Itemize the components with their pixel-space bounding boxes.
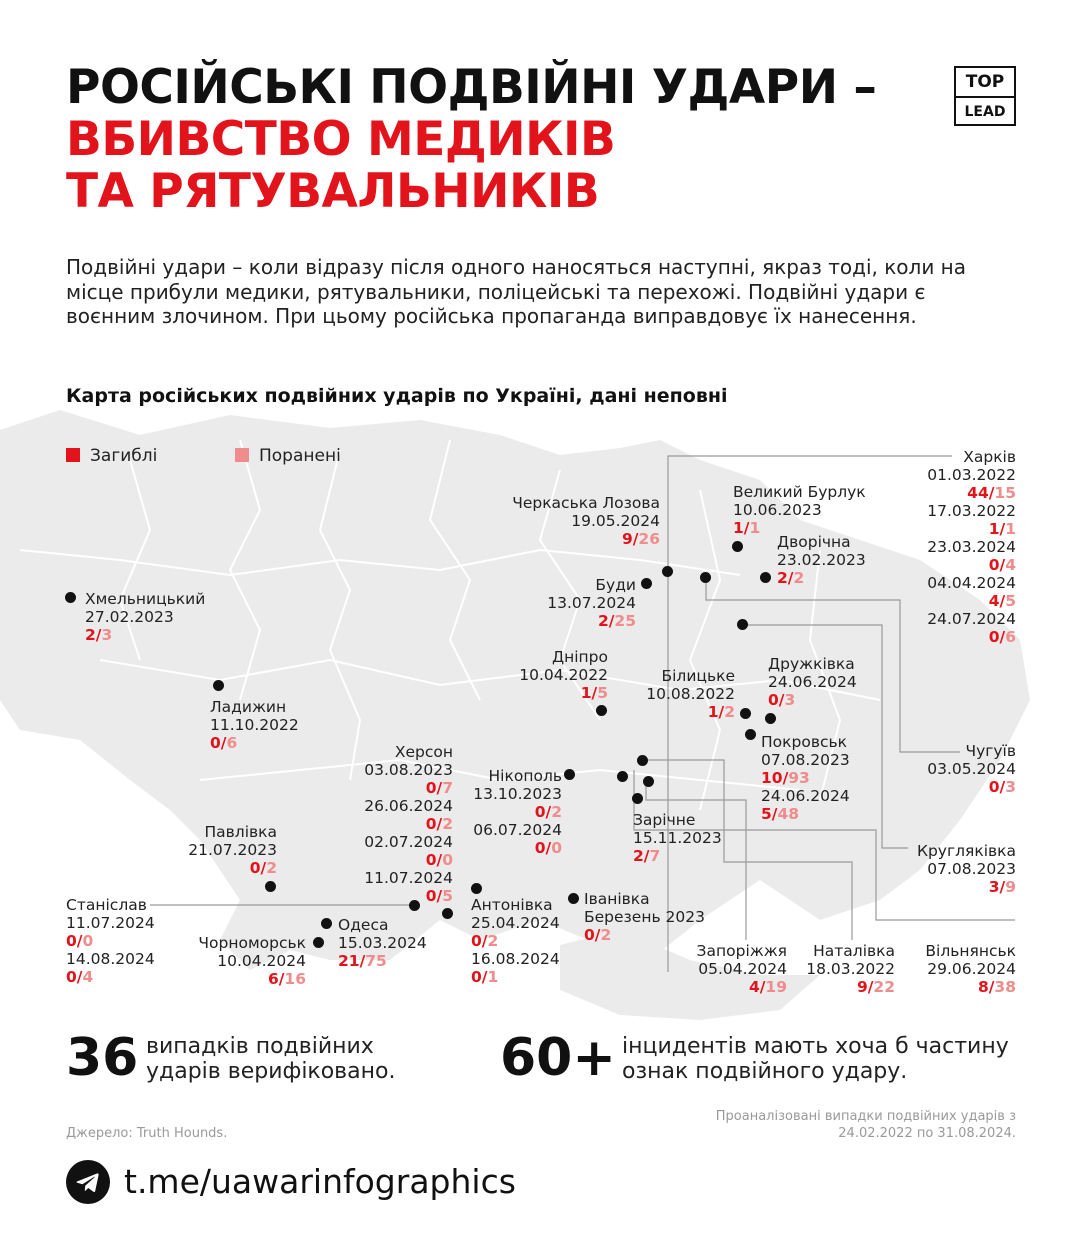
label-pokrovsk: Покровськ 07.08.2023 10/93 24.06.2024 5/48 xyxy=(761,733,850,823)
title-line-2: ВБИВСТВО МЕДИКІВ xyxy=(66,112,616,167)
intro-paragraph: Подвійні удари – коли відразу після одного наносяться наступні, якраз тоді, коли на місце прибули медики, рятувальники, поліцейські та перехожі. Подвійні удари є воєнним злочином. При цьому російська пропаганда виправдовує їх нанесення. xyxy=(66,255,967,328)
dot-zaporizhzhia xyxy=(617,771,628,782)
dot-antonivka xyxy=(471,883,482,894)
label-natalivka: Наталівка 18.03.2022 9/22 xyxy=(806,942,895,996)
label-kruhliakivka: Кругляківка 07.08.2023 3/9 xyxy=(916,842,1016,896)
label-zaporizhzhia: Запоріжжя 05.04.2024 4/19 xyxy=(696,942,787,996)
legend-killed: Загиблі xyxy=(66,446,157,466)
legend-wounded: Поранені xyxy=(235,446,341,466)
dot-bilytske xyxy=(740,708,751,719)
title-line-1: РОСІЙСЬКІ ПОДВІЙНІ УДАРИ – xyxy=(66,60,877,115)
dot-pavlivka xyxy=(265,881,276,892)
label-budy: Буди 13.07.2024 2/25 xyxy=(547,576,636,630)
dot-khmelnytskyi xyxy=(65,592,76,603)
label-velykyi-burluk: Великий Бурлук 10.06.2023 1/1 xyxy=(733,483,866,537)
dot-pokrovsk xyxy=(745,729,756,740)
label-vilniansk: Вільнянськ 29.06.2024 8/38 xyxy=(925,942,1016,996)
dot-dvorichna xyxy=(760,572,771,583)
dot-ivanivka xyxy=(568,893,579,904)
map-title: Карта російських подвійних ударів по Україні, дані неповні xyxy=(66,385,728,407)
wounded-swatch xyxy=(235,448,249,462)
label-chornomorsk: Чорноморськ 10.04.2024 6/16 xyxy=(198,934,306,988)
telegram-icon[interactable] xyxy=(66,1160,110,1204)
telegram-link[interactable]: t.me/uawarinfographics xyxy=(124,1162,516,1201)
dot-kherson xyxy=(442,908,453,919)
dot-dnipro xyxy=(596,705,607,716)
dot-burluk xyxy=(732,541,743,552)
dot-vilniansk xyxy=(643,776,654,787)
title-line-3: ТА РЯТУВАЛЬНИКІВ xyxy=(66,164,600,219)
label-stanislav: Станіслав 11.07.2024 0/0 14.08.2024 0/4 xyxy=(66,896,155,986)
dot-ladyzhyn xyxy=(213,680,224,691)
dot-cherkaska xyxy=(662,566,673,577)
period-note: Проаналізовані випадки подвійних ударів з 24.02.2022 по 31.08.2024. xyxy=(715,1109,1016,1141)
page-title xyxy=(66,62,946,218)
dot-zarichne xyxy=(632,793,643,804)
label-bilytske: Білицьке 10.08.2022 1/2 xyxy=(646,667,735,721)
label-nikopol: Нікополь 13.10.2023 0/2 06.07.2024 0/0 xyxy=(473,767,562,857)
label-antonivka: Антонівка 25.04.2024 0/2 16.08.2024 0/1 xyxy=(471,896,560,986)
killed-swatch xyxy=(66,448,80,462)
dot-kruhliakivka xyxy=(737,619,748,630)
verified-text: випадків подвійних ударів верифіковано. xyxy=(146,1034,396,1084)
label-dnipro: Дніпро 10.04.2022 1/5 xyxy=(519,648,608,702)
dot-chornomorsk xyxy=(313,937,324,948)
label-odesa: Одеса 15.03.2024 21/75 xyxy=(338,916,427,970)
label-pavlivka: Павлівка 21.07.2023 0/2 xyxy=(188,823,277,877)
incidents-count: 60+ xyxy=(500,1028,616,1088)
label-khmelnytskyi: Хмельницький 27.02.2023 2/3 xyxy=(85,590,206,644)
dot-chuhuiv xyxy=(700,572,711,583)
dot-nikopol xyxy=(564,769,575,780)
label-kharkiv: Харків 01.03.2022 44/15 17.03.2022 1/1 23.03.2024 0/4 04.04.2024 4/5 24.07.2024 0/6 xyxy=(927,448,1016,646)
label-zarichne: Зарічне 15.11.2023 2/7 xyxy=(633,811,722,865)
label-kherson: Херсон 03.08.2023 0/7 26.06.2024 0/2 02.07.2024 0/0 11.07.2024 0/5 xyxy=(364,743,453,905)
verified-count: 36 xyxy=(66,1028,139,1088)
label-ivanivka: Іванівка Березень 2023 0/2 xyxy=(584,890,705,944)
source-note: Джерело: Truth Hounds. xyxy=(66,1126,228,1141)
label-druzhkivka: Дружківка 24.06.2024 0/3 xyxy=(768,655,857,709)
dot-budy xyxy=(641,578,652,589)
label-chuhuiv: Чугуїв 03.05.2024 0/3 xyxy=(927,742,1016,796)
dot-druzhkivka xyxy=(765,713,776,724)
label-dvorichna: Дворічна 23.02.2023 2/2 xyxy=(777,533,866,587)
top-lead-logo: TOP LEAD xyxy=(954,66,1016,126)
dot-odesa xyxy=(321,918,332,929)
label-ladyzhyn: Ладижин 11.10.2022 0/6 xyxy=(210,698,299,752)
label-cherkaska-lozova: Черкаська Лозова 19.05.2024 9/26 xyxy=(512,494,660,548)
incidents-text: інцидентів мають хоча б частину ознак подвійного удару. xyxy=(622,1034,1009,1084)
dot-natalivka xyxy=(637,755,648,766)
